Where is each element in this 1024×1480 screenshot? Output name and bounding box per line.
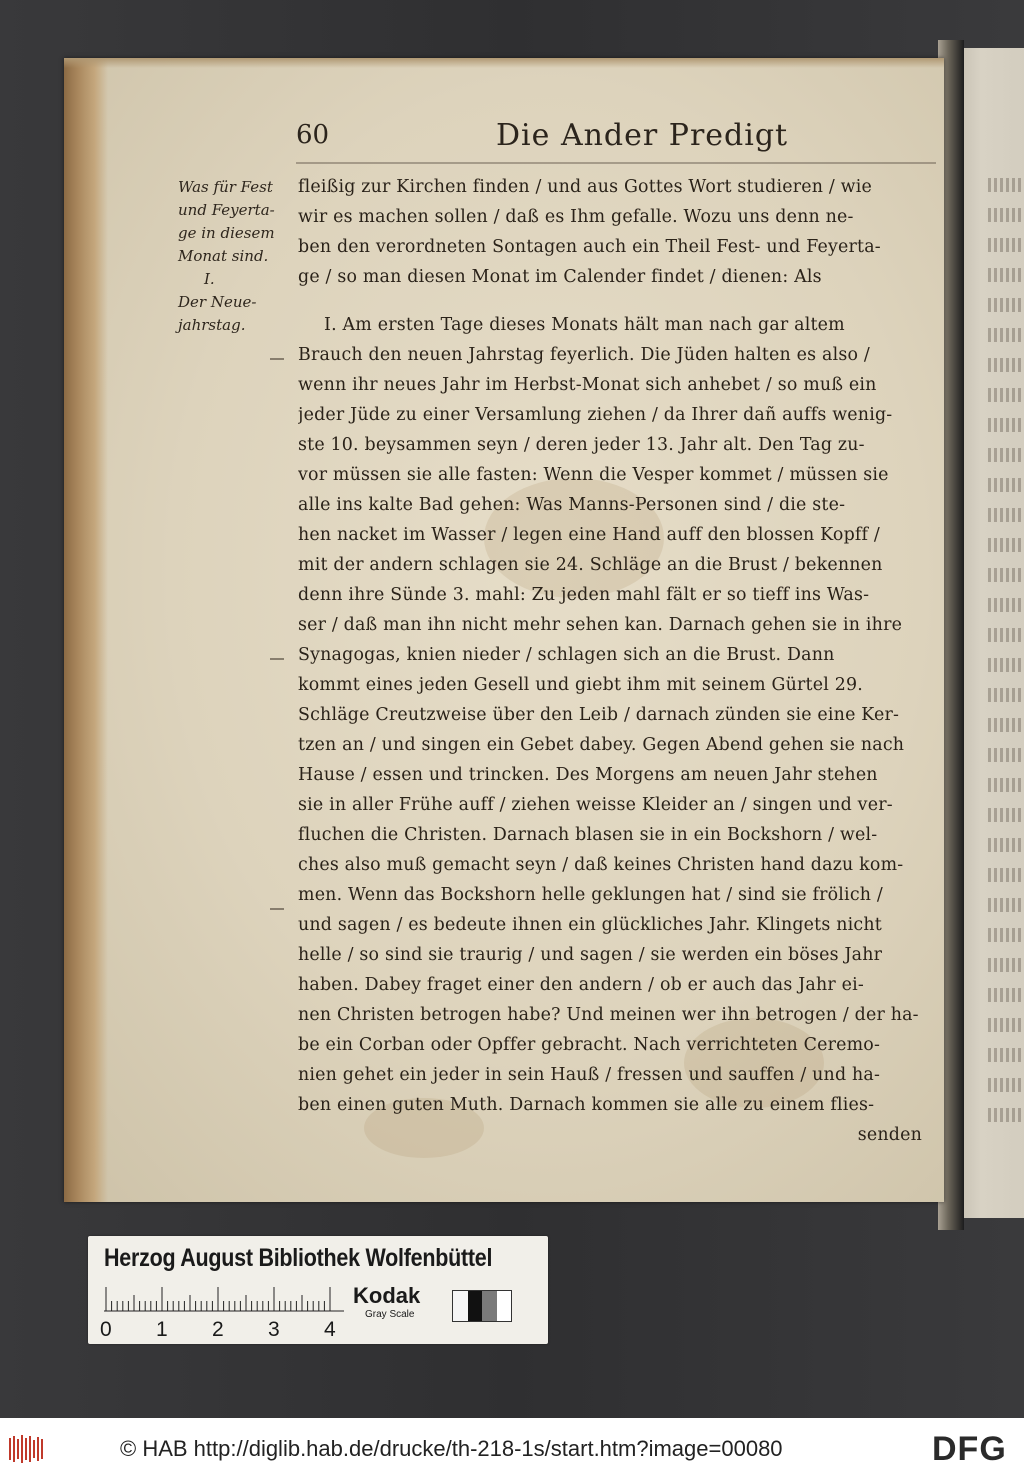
text-line: ste 10. beysammen seyn / deren jeder 13. Jahr alt. Den Tag zu- bbox=[298, 435, 865, 455]
facing-page-text-line bbox=[988, 838, 1022, 852]
text-line: mit der andern schlagen sie 24. Schläge an die Brust / bekennen bbox=[298, 555, 883, 575]
facing-page-text-line bbox=[988, 418, 1022, 432]
margin-mark bbox=[270, 908, 284, 910]
marginal-note bbox=[178, 176, 290, 337]
ruler-label: 2 bbox=[212, 1318, 224, 1341]
facing-page-text-line bbox=[988, 958, 1022, 972]
margin-mark bbox=[270, 658, 284, 660]
text-line: I. Am ersten Tage dieses Monats hält man nach gar altem bbox=[324, 315, 845, 335]
catchword: senden bbox=[857, 1125, 922, 1145]
marginal-line: ge in diesem bbox=[178, 224, 275, 242]
marginal-line: Der Neue- bbox=[178, 293, 257, 311]
page-top-edge bbox=[64, 58, 944, 68]
facing-page-text-line bbox=[988, 568, 1022, 582]
header-rule bbox=[296, 162, 936, 164]
ruler-label: 0 bbox=[100, 1318, 112, 1341]
gray-swatch bbox=[468, 1291, 483, 1321]
gray-swatch bbox=[453, 1291, 468, 1321]
facing-page-text-line bbox=[988, 718, 1022, 732]
facing-page-text-line bbox=[988, 658, 1022, 672]
library-name: Herzog August Bibliothek Wolfenbüttel bbox=[104, 1244, 493, 1272]
text-line: sie in aller Frühe auff / ziehen weisse Kleider an / singen und ver- bbox=[298, 795, 893, 815]
text-line: wenn ihr neues Jahr im Herbst-Monat sich anhebet / so muß ein bbox=[298, 375, 877, 395]
facing-page-text-line bbox=[988, 478, 1022, 492]
text-line: haben. Dabey fraget einer den andern / ob er auch das Jahr ei- bbox=[298, 975, 864, 995]
dfg-logo: DFG bbox=[932, 1430, 1007, 1468]
text-line: helle / so sind sie traurig / und sagen / sie werden ein böses Jahr bbox=[298, 945, 883, 965]
facing-page-text-line bbox=[988, 298, 1022, 312]
text-line: fluchen die Christen. Darnach blasen sie in ein Bockshorn / wel- bbox=[298, 825, 878, 845]
marginal-line: und Feyerta- bbox=[178, 201, 275, 219]
facing-page-text-line bbox=[988, 538, 1022, 552]
facing-page-text-line bbox=[988, 748, 1022, 762]
text-line: nien gehet ein jeder in sein Hauß / fressen und sauffen / und ha- bbox=[298, 1065, 881, 1085]
text-line: men. Wenn das Bockshorn helle geklungen hat / sind sie frölich / bbox=[298, 885, 883, 905]
page-edge-shadow bbox=[64, 58, 108, 1202]
text-line: Schläge Creutzweise über den Leib / darnach zünden sie eine Ker- bbox=[298, 705, 900, 725]
facing-page-text-line bbox=[988, 1108, 1022, 1122]
text-line: tzen an / und singen ein Gebet dabey. Gegen Abend gehen sie nach bbox=[298, 735, 905, 755]
facing-page-text-line bbox=[988, 448, 1022, 462]
body-text bbox=[298, 172, 934, 1150]
text-line: Brauch den neuen Jahrstag feyerlich. Die Jüden halten es also / bbox=[298, 345, 870, 365]
text-line: und sagen / es bedeute ihnen ein glückliches Jahr. Klingets nicht bbox=[298, 915, 882, 935]
facing-page-text-line bbox=[988, 778, 1022, 792]
facing-page-text-line bbox=[988, 598, 1022, 612]
facing-page-fragment bbox=[962, 48, 1024, 1218]
kodak-logo: Kodak bbox=[353, 1283, 421, 1308]
marginal-line: I. bbox=[204, 270, 215, 288]
marginal-line: Was für Fest bbox=[178, 178, 273, 196]
text-line: ge / so man diesen Monat im Calender findet / dienen: Als bbox=[298, 267, 822, 287]
facing-page-text-line bbox=[988, 1078, 1022, 1092]
text-line: ben einen guten Muth. Darnach kommen sie alle zu einem flies- bbox=[298, 1095, 875, 1115]
facing-page-text-line bbox=[988, 508, 1022, 522]
gray-swatch bbox=[482, 1291, 497, 1321]
text-line: Synagogas, knien nieder / schlagen sich an die Brust. Dann bbox=[298, 645, 835, 665]
text-line: be ein Corban oder Opffer gebracht. Nach verrichteten Ceremo- bbox=[298, 1035, 881, 1055]
text-line: jeder Jüde zu einer Versamlung ziehen / da Ihrer dañ auffs wenig- bbox=[298, 405, 893, 425]
text-line: vor müssen sie alle fasten: Wenn die Vesper kommet / müssen sie bbox=[298, 465, 889, 485]
facing-page-text-line bbox=[988, 178, 1022, 192]
facing-page-text-line bbox=[988, 388, 1022, 402]
hab-barcode-icon bbox=[8, 1434, 46, 1464]
footer-bar bbox=[0, 1418, 1024, 1480]
margin-mark bbox=[270, 358, 284, 360]
text-line: nen Christen betrogen habe? Und meinen wer ihn betrogen / der ha- bbox=[298, 1005, 919, 1025]
facing-page-text-line bbox=[988, 928, 1022, 942]
facing-page-text-line bbox=[988, 238, 1022, 252]
ruler-scale bbox=[104, 1286, 344, 1312]
facing-page-text-line bbox=[988, 328, 1022, 342]
facing-page-text-line bbox=[988, 898, 1022, 912]
ruler-label: 4 bbox=[324, 1318, 336, 1341]
gray-scale-label: Gray Scale bbox=[365, 1309, 415, 1320]
text-line: wir es machen sollen / daß es Ihm gefalle. Wozu uns denn ne- bbox=[298, 207, 854, 227]
page-number: 60 bbox=[296, 120, 330, 150]
facing-page-text-line bbox=[988, 868, 1022, 882]
text-line: alle ins kalte Bad gehen: Was Manns-Personen sind / die ste- bbox=[298, 495, 846, 515]
facing-page-text-line bbox=[988, 268, 1022, 282]
text-line: ches also muß gemacht seyn / daß keines Christen hand dazu kom- bbox=[298, 855, 904, 875]
facing-page-text-line bbox=[988, 1018, 1022, 1032]
ruler-label: 3 bbox=[268, 1318, 280, 1341]
gray-swatch bbox=[497, 1291, 512, 1321]
text-line: ser / daß man ihn nicht mehr sehen kan. Darnach gehen sie in ihre bbox=[298, 615, 903, 635]
marginal-line: Monat sind. bbox=[178, 247, 269, 265]
text-line: hen nacket im Wasser / legen eine Hand auff den blossen Kopff / bbox=[298, 525, 880, 545]
text-line: fleißig zur Kirchen finden / und aus Gottes Wort studieren / wie bbox=[298, 177, 872, 197]
facing-page-text-line bbox=[988, 208, 1022, 222]
marginal-line: jahrstag. bbox=[178, 316, 246, 334]
running-title: Die Ander Predigt bbox=[496, 118, 789, 153]
facing-page-text-line bbox=[988, 988, 1022, 1002]
facing-page-text-line bbox=[988, 688, 1022, 702]
facing-page-text-line bbox=[988, 808, 1022, 822]
ruler-label: 1 bbox=[156, 1318, 168, 1341]
running-head bbox=[296, 118, 936, 158]
facing-page-text-line bbox=[988, 628, 1022, 642]
facing-page-text-line bbox=[988, 1048, 1022, 1062]
text-line: ben den verordneten Sontagen auch ein Theil Fest- und Feyerta- bbox=[298, 237, 881, 257]
text-line: Hause / essen und trincken. Des Morgens am neuen Jahr stehen bbox=[298, 765, 878, 785]
text-line: denn ihre Sünde 3. mahl: Zu jeden mahl fält er so tieff ins Was- bbox=[298, 585, 870, 605]
text-line: kommt eines jeden Gesell und giebt ihm mit seinem Gürtel 29. bbox=[298, 675, 863, 695]
color-scale-card bbox=[88, 1236, 548, 1344]
facing-page-text-line bbox=[988, 358, 1022, 372]
copyright-link[interactable]: © HAB http://diglib.hab.de/drucke/th-218-1s/start.htm?image=00080 bbox=[120, 1436, 783, 1461]
gray-swatches bbox=[452, 1290, 512, 1322]
